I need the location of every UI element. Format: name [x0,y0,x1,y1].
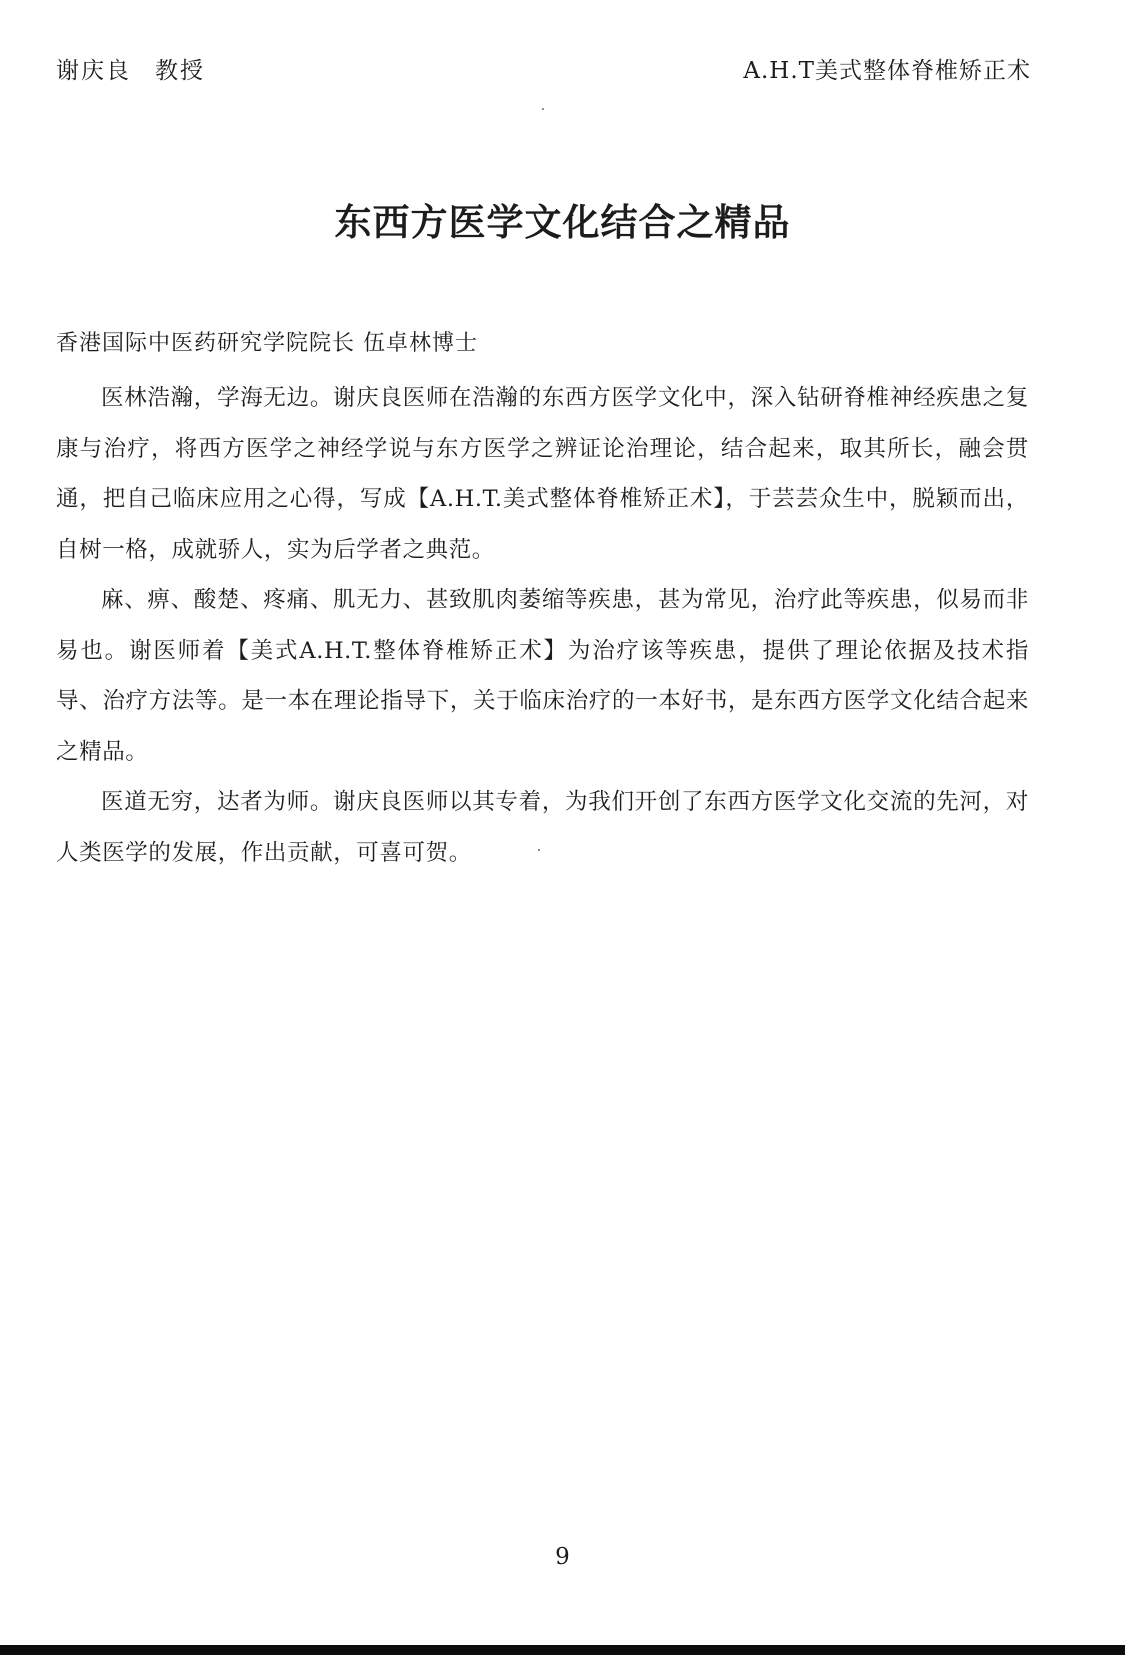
scan-speck [538,849,540,851]
paragraph: 麻、痹、酸楚、疼痛、肌无力、甚致肌肉萎缩等疾患，甚为常见，治疗此等疾患，似易而非易也。谢医师着【美式A.H.T.整体脊椎矫正术】为治疗该等疾患，提供了理论依据及技术指导、治疗方法等。是一本在理论指导下，关于临床治疗的一本好书，是东西方医学文化结合起来之精品。 [56,587,1029,765]
paragraph: 医林浩瀚，学海无边。谢庆良医师在浩瀚的东西方医学文化中，深入钻研脊椎神经疾患之复康与治疗，将西方医学之神经学说与东方医学之辨证论治理论，结合起来，取其所长，融会贯通，把自己临床应用之心得，写成【A.H.T.美式整体脊椎矫正术】，于芸芸众生中，脱颖而出，自树一格，成就骄人，实为后学者之典范。 [56,385,1029,563]
running-head-author [56,52,205,85]
scan-edge-bar [0,1645,1125,1655]
article-title: 东西方医学文化结合之精品 [334,200,791,244]
author-title: 教授 [155,58,205,84]
page-number: 9 [555,1544,570,1570]
author-name: 谢庆良 [56,58,131,84]
paragraph: 医道无穷，达者为师。谢庆良医师以其专着，为我们开创了东西方医学文化交流的先河，对人类医学的发展，作出贡献，可喜可贺。 [56,789,1029,866]
article-body [56,373,1029,878]
running-head-book-title: A.H.T美式整体脊椎矫正术 [743,58,1031,84]
scan-speck [542,108,544,110]
article-byline: 香港国际中医药研究学院院长 伍卓林博士 [56,331,478,356]
